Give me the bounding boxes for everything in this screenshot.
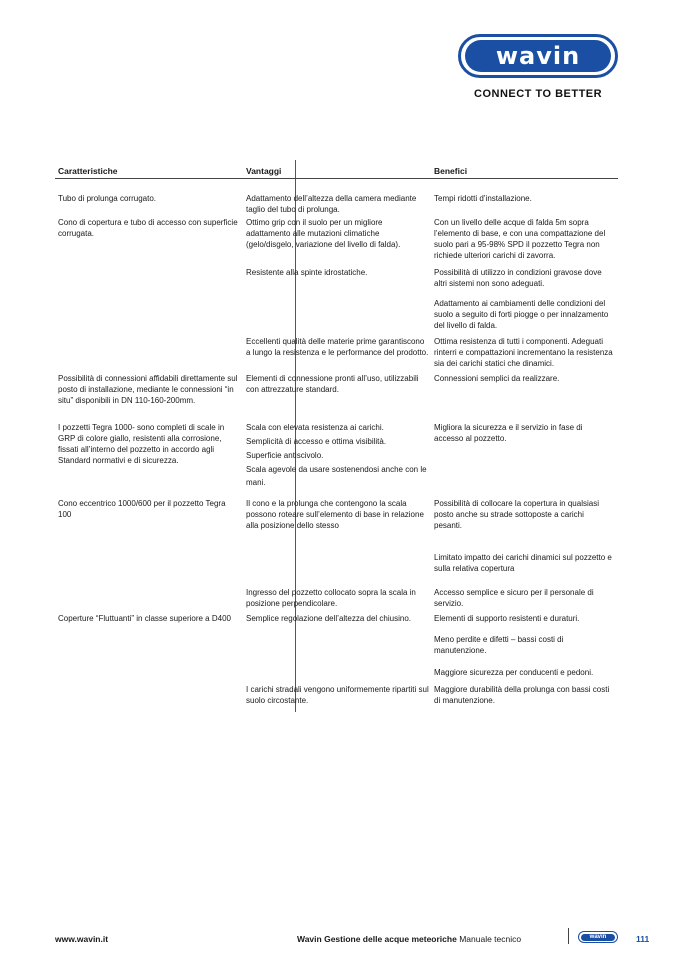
row7-vantaggio-antiscivolo: Superficie antiscivolo. [246, 451, 324, 460]
row9-beneficio: Limitato impatto dei carichi dinamici sul pozzetto e sulla relativa copertura [434, 553, 612, 573]
footer-title-bold: Wavin Gestione delle acque meteoriche [297, 934, 457, 944]
wavin-logo [458, 34, 618, 78]
row1-beneficio: Tempi ridotti d’installazione. [434, 194, 532, 203]
footer-title [297, 934, 521, 944]
row7-vantaggio-agevole: Scala agevole da usare sostenendosi anche con le mani. [246, 465, 427, 487]
header-caratteristiche: Caratteristiche [58, 166, 118, 176]
page-number: 111 [636, 934, 650, 944]
row7-caratteristica: I pozzetti Tegra 1000- sono completi di scale in GRP di colore giallo, resistenti alla corrosione, fissati all’interno del pozzetto in accordo agli Standard normativi e di sicurezza. [58, 423, 225, 465]
row11-caratteristica: Coperture “Fluttuanti” in classe superiore a D400 [58, 614, 231, 623]
row13-beneficio: Maggiore sicurezza per conducenti e pedoni. [434, 668, 594, 677]
row6-beneficio: Connessioni semplici da realizzare. [434, 374, 560, 383]
row2-vantaggio: Ottimo grip con il suolo per un migliore adattamento alle mutazioni climatiche (gelo/disgelo, variazione del livello di falda). [246, 218, 401, 249]
footer-url[interactable]: www.wavin.it [55, 934, 109, 944]
row7-vantaggio-scala: Scala con elevata resistenza ai carichi. [246, 423, 384, 432]
row6-vantaggio: Elementi di connessione pronti all’uso, utilizzabili con attrezzature standard. [246, 374, 419, 394]
footer-title-regular: Manuale tecnico [459, 934, 522, 944]
row3-beneficio: Possibilità di utilizzo in condizioni gravose dove altri sistemi non sono adeguati. [434, 268, 602, 288]
row5-beneficio: Ottima resistenza di tutti i componenti. Adeguati rinterri e compattazioni incrementano la resistenza sia dei carichi statici che dinamici. [434, 337, 613, 368]
row8-vantaggio: Il cono e la prolunga che contengono la scala possono roteare sull’elemento di base in relazione alla posizione dello stesso [246, 499, 424, 530]
row8-beneficio: Possibilità di collocare la copertura in qualsiasi posto anche su strade sottoposte a carichi pesanti. [434, 499, 599, 530]
row1-vantaggio: Adattamento dell’altezza della camera mediante taglio del tubo di prolunga. [246, 194, 417, 214]
row1-caratteristica: Tubo di prolunga corrugato. [58, 194, 156, 203]
row7-beneficio: Migliora la sicurezza e il servizio in fase di accesso al pozzetto. [434, 423, 583, 443]
row2-beneficio: Con un livello delle acque di falda 5m sopra l’elemento di base, e con una compattazione del suolo pari a 95-98% SPD il pozzetto Tegra non richiede ulteriori carichi di zavorra. [434, 218, 606, 260]
row11-vantaggio: Semplice regolazione dell’altezza del chiusino. [246, 614, 411, 623]
footer-wavin-logo [578, 931, 618, 943]
row10-vantaggio: Ingresso del pozzetto collocato sopra la scala in posizione perpendicolare. [246, 588, 416, 608]
row7-vantaggio-accesso: Semplicità di accesso e ottima visibilità. [246, 437, 387, 446]
row2-caratteristica: Cono di copertura e tubo di accesso con superficie corrugata. [58, 218, 238, 238]
row11-beneficio: Elementi di supporto resistenti e duraturi. [434, 614, 580, 623]
header-vantaggi: Vantaggi [246, 166, 282, 176]
row10-beneficio: Accesso semplice e sicuro per il personale di servizio. [434, 588, 594, 608]
footer-logo-text: wavin [581, 934, 615, 941]
header-rule [55, 178, 618, 179]
row4-beneficio: Adattamento ai cambiamenti delle condizioni del suolo a seguito di forti piogge o per innalzamento del livello di falda. [434, 299, 609, 330]
footer-separator [568, 928, 569, 944]
row14-vantaggio: I carichi stradali vengono uniformemente ripartiti sul suolo circostante. [246, 685, 429, 705]
tagline: CONNECT TO BETTER [474, 88, 603, 100]
row6-caratteristica: Possibilità di connessioni affidabili direttamente sul posto di installazione, mediante le connessioni “in situ” disponibili in DN 110-160-200mm. [58, 374, 238, 405]
row5-vantaggio: Eccellenti qualità delle materie prime garantiscono a lungo la resistenza e le performance del prodotto. [246, 337, 429, 357]
logo-wordmark: wavin [465, 40, 611, 72]
logo-pill [458, 34, 618, 78]
row14-beneficio: Maggiore durabilità della prolunga con bassi costi di manutenzione. [434, 685, 610, 705]
row8-caratteristica: Cono eccentrico 1000/600 per il pozzetto Tegra 100 [58, 499, 226, 519]
header-benefici: Benefici [434, 166, 468, 176]
row12-beneficio: Meno perdite e difetti – bassi costi di manutenzione. [434, 635, 564, 655]
row3-vantaggio: Resistente alla spinte idrostatiche. [246, 268, 368, 277]
